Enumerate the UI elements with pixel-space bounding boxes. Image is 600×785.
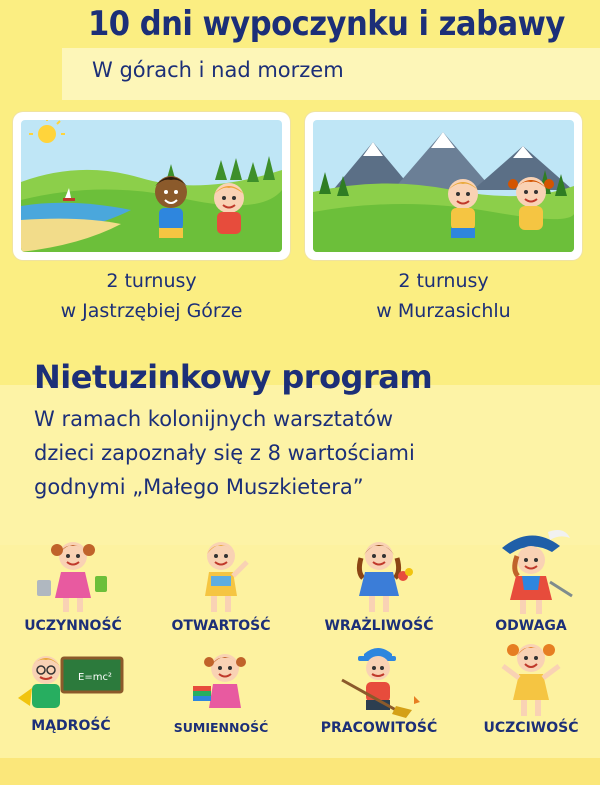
girl-cheering-icon	[491, 636, 571, 718]
musketeer-girl-icon	[488, 524, 574, 616]
value-item	[156, 646, 286, 735]
value-label: WRAŻLIWOŚĆ	[324, 618, 434, 634]
boy-blackboard-icon	[16, 648, 126, 716]
seaside-kids-illustration	[21, 120, 282, 252]
girl-flowers-icon	[339, 532, 419, 616]
value-item	[314, 640, 444, 736]
value-item	[466, 524, 596, 634]
blackboard-formula: E=mc²	[78, 672, 112, 683]
program-line: godnymi „Małego Muszkietera”	[34, 475, 364, 499]
value-item	[466, 636, 596, 736]
value-item	[156, 532, 286, 634]
value-label: ODWAGA	[495, 618, 567, 634]
girl-books-icon	[181, 646, 261, 718]
value-item	[8, 532, 138, 634]
value-label: PRACOWITOŚĆ	[320, 720, 438, 736]
girl-waving-icon	[181, 532, 261, 616]
value-label: UCZCIWOŚĆ	[483, 720, 579, 736]
mountain-turnus-count: 2 turnusy	[398, 270, 489, 292]
seaside-caption	[13, 266, 290, 326]
program-title: Nietuzinkowy program	[34, 358, 433, 396]
seaside-turnus-count: 2 turnusy	[106, 270, 197, 292]
footer-band	[0, 758, 600, 785]
mountain-location: w Murzasichlu	[376, 300, 511, 322]
value-label: SUMIENNOŚĆ	[173, 720, 269, 735]
girl-watering-icon	[33, 532, 113, 616]
value-item	[6, 648, 136, 734]
page-subtitle: W górach i nad morzem	[92, 58, 344, 82]
seaside-location: w Jastrzębiej Górze	[60, 300, 243, 322]
mountain-card	[305, 112, 582, 260]
value-item	[314, 532, 444, 634]
mountain-kids-illustration	[313, 120, 574, 252]
value-label: MĄDROŚĆ	[31, 718, 111, 734]
page-title: 10 dni wypoczynku i zabawy	[88, 4, 565, 44]
boy-broom-icon	[334, 640, 424, 718]
program-description	[34, 402, 594, 504]
value-label: UCZYNNOŚĆ	[24, 618, 122, 634]
seaside-card	[13, 112, 290, 260]
mountain-caption	[305, 266, 582, 326]
program-line: dzieci zapoznały się z 8 wartościami	[34, 441, 415, 465]
program-line: W ramach kolonijnych warsztatów	[34, 407, 393, 431]
value-label: OTWARTOŚĆ	[171, 618, 271, 634]
